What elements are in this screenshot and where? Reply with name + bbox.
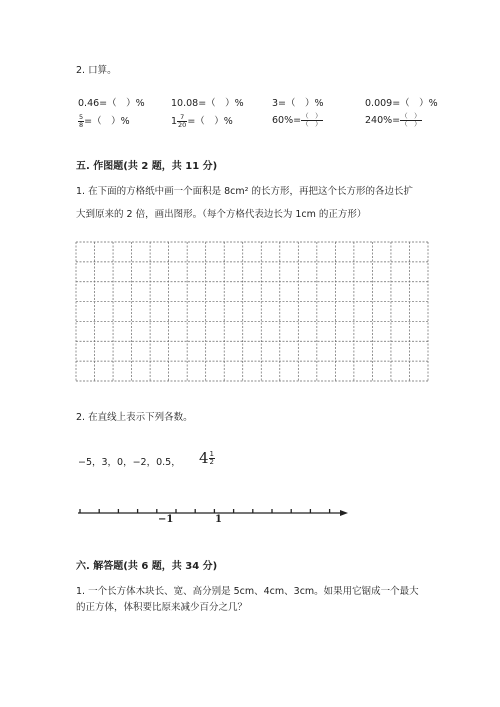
section5-q2-line: 2. 在直线上表示下列各数。 <box>76 412 193 423</box>
grid-paper <box>74 240 430 383</box>
section6-q1-line2: 的正方体，体积要比原来减少百分之几？ <box>76 602 248 613</box>
expr-0-009: 0.009=（ ）% <box>365 98 438 109</box>
mixed-number: 4 $\frac{1}{2}$ <box>199 449 215 467</box>
q2-title: 2. 口算。 <box>76 65 117 76</box>
section6-heading: 六. 解答题(共 6 题，共 34 分) <box>76 561 218 572</box>
expr-10-08: 10.08=（ ）% <box>171 98 244 109</box>
section5-q1-line1: 1. 在下面的方格纸中画一个面积是 8cm² 的长方形，再把这个长方形的各边长扩 <box>76 186 413 197</box>
section5-q1-line2: 大到原来的 2 倍，画出图形。（每个方格代表边长为 1cm 的正方形） <box>76 209 367 220</box>
fraction: $\frac{( )}{( )}$ <box>302 112 322 128</box>
section5-heading: 五. 作图题(共 2 题，共 11 分) <box>76 161 218 172</box>
expr-3: 3=（ ）% <box>272 98 324 109</box>
expr-five-eighths: $\frac{5}{8}$ =（ ）% <box>79 113 130 129</box>
fraction: $\frac{7}{20}$ <box>178 113 187 129</box>
number-list: −5，3，0，−2，0.5， <box>78 457 181 468</box>
fraction: $\frac{5}{8}$ <box>79 113 84 129</box>
tick-label-neg-1: −1 <box>158 514 174 525</box>
arrow-head <box>340 510 348 516</box>
fraction: $\frac{( )}{( )}$ <box>401 112 421 128</box>
expr-0-46: 0.46=（ ）% <box>78 98 145 109</box>
number-line <box>74 505 354 525</box>
section6-q1-line1: 1. 一个长方体木块长、宽、高分别是 5cm、4cm、3cm。如果用它锯成一个最大 <box>76 586 419 597</box>
tick-label-pos-1: 1 <box>215 514 222 525</box>
expr-240-percent: 240%= $\frac{( )}{( )}$ <box>365 112 421 128</box>
expr-60-percent: 60%= $\frac{( )}{( )}$ <box>272 112 322 128</box>
expr-one-seven-twentieths: 1 $\frac{7}{20}$ =（ ）% <box>171 113 233 129</box>
